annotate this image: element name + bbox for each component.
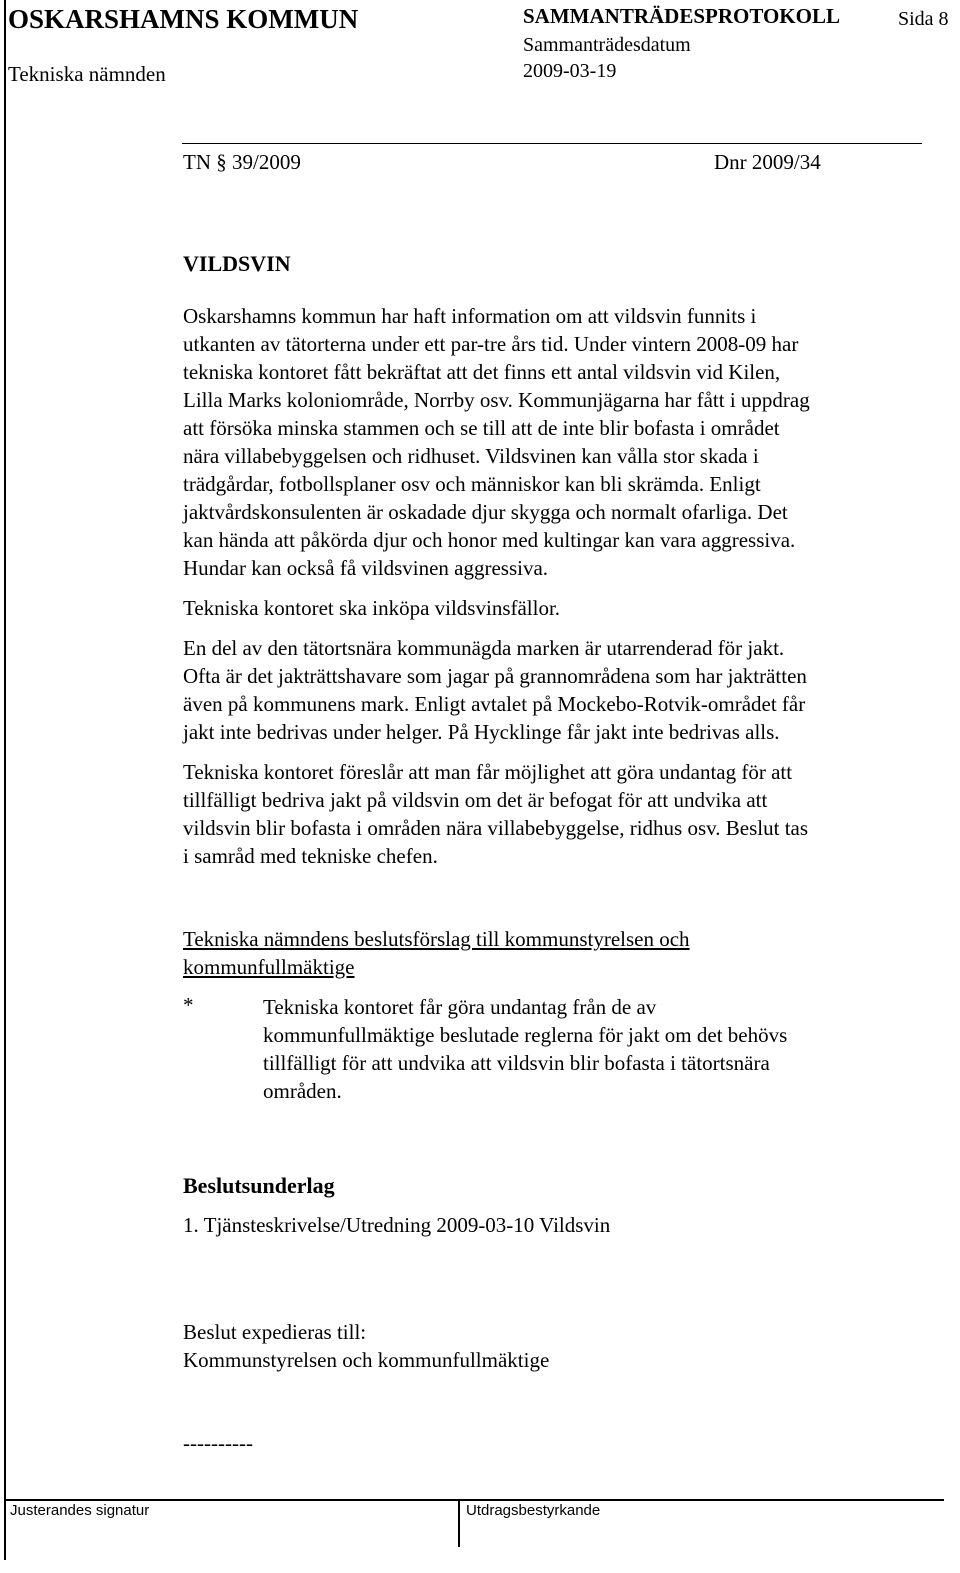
proposal-heading-line: Tekniska nämndens beslutsförslag till kommunstyrelsen och (183, 927, 690, 951)
paragraph-line: i samråd med tekniske chefen. (183, 844, 438, 868)
paragraph-line: En del av den tätortsnära kommunägda marken är utarrenderad för jakt. (183, 636, 785, 660)
paragraph-line: även på kommunens mark. Enligt avtalet på Mockebo-Rotvik-området får (183, 692, 806, 716)
body-paragraph-2 (183, 594, 918, 622)
bullet-line: områden. (263, 1079, 342, 1103)
proposal-heading-line: kommunfullmäktige (183, 955, 355, 979)
bullet-line: tillfälligt för att undvika att vildsvin blir bofasta i tätortsnära (263, 1051, 770, 1075)
body-paragraph-4 (183, 758, 918, 870)
distribution-recipients: Kommunstyrelsen och kommunfullmäktige (183, 1348, 550, 1372)
registration-number: Dnr 2009/34 (714, 150, 821, 174)
signature-label: Justerandes signatur (10, 1502, 150, 1519)
left-margin-rule (4, 0, 6, 1560)
committee-name: Tekniska nämnden (8, 62, 166, 86)
distribution-heading: Beslut expedieras till: (183, 1320, 367, 1344)
paragraph-line: jakt inte bedrivas under helger. På Hycklinge får jakt inte bedrivas alls. (183, 720, 780, 744)
paragraph-line: tillfälligt bedriva jakt på vildsvin om det är befogat för att undvika att (183, 788, 768, 812)
section-title: VILDSVIN (183, 251, 291, 276)
paragraph-line: utkanten av tätorterna under ett par-tre års tid. Under vintern 2008-09 har (183, 332, 799, 356)
paragraph-line: jaktvårdskonsulenten är oskadade djur skygga och normalt ofarliga. Det (183, 500, 788, 524)
separator-dashes: ---------- (183, 1431, 253, 1455)
page-number: Sida 8 (898, 8, 949, 30)
proposal-heading (183, 925, 690, 981)
paragraph-line: Ofta är det jakträttshavare som jagar på grannområdena som har jakträtten (183, 664, 807, 688)
document-type: SAMMANTRÄDESPROTOKOLL (523, 4, 840, 28)
case-number: TN § 39/2009 (183, 150, 301, 174)
body-paragraph-3 (183, 634, 918, 746)
footer-divider (4, 1499, 944, 1501)
paragraph-line: vildsvin blir bofasta i områden nära villabebyggelse, ridhus osv. Beslut tas (183, 816, 809, 840)
meeting-date: 2009-03-19 (523, 60, 617, 82)
footer-column-divider (458, 1499, 460, 1547)
paragraph-line: tekniska kontoret fått bekräftat att det finns ett antal vildsvin vid Kilen, (183, 360, 781, 384)
basis-item: 1. Tjänsteskrivelse/Utredning 2009-03-10 Vildsvin (183, 1213, 611, 1237)
paragraph-line: Lilla Marks koloniområde, Norrby osv. Kommunjägarna har fått i uppdrag (183, 388, 810, 412)
meeting-date-label: Sammanträdesdatum (523, 34, 691, 56)
bullet-line: kommunfullmäktige beslutade reglerna för jakt om det behövs (263, 1023, 788, 1047)
paragraph-line: Oskarshamns kommun har haft information om att vildsvin funnits i (183, 304, 757, 328)
proposal-bullet (263, 993, 787, 1105)
paragraph-line: kan hända att påkörda djur och honor med kultingar kan vara aggressiva. (183, 528, 796, 552)
paragraph-line: Tekniska kontoret ska inköpa vildsvinsfällor. (183, 596, 561, 620)
body-paragraph-1 (183, 302, 918, 582)
organization-name: OSKARSHAMNS KOMMUN (8, 4, 359, 34)
bullet-line: Tekniska kontoret får göra undantag från de av (263, 995, 657, 1019)
paragraph-line: nära villabebyggelsen och ridhuset. Vildsvinen kan vålla stor skada i (183, 444, 759, 468)
paragraph-line: trädgårdar, fotbollsplaner osv och människor kan bli skrämda. Enligt (183, 472, 761, 496)
paragraph-line: Hundar kan också få vildsvinen aggressiva. (183, 556, 549, 580)
certification-label: Utdragsbestyrkande (466, 1502, 601, 1519)
bullet-marker: * (183, 993, 194, 1017)
header-divider (182, 143, 922, 144)
paragraph-line: att försöka minska stammen och se till att de inte blir bofasta i området (183, 416, 780, 440)
basis-heading: Beslutsunderlag (183, 1173, 335, 1198)
paragraph-line: Tekniska kontoret föreslår att man får möjlighet att göra undantag för att (183, 760, 793, 784)
